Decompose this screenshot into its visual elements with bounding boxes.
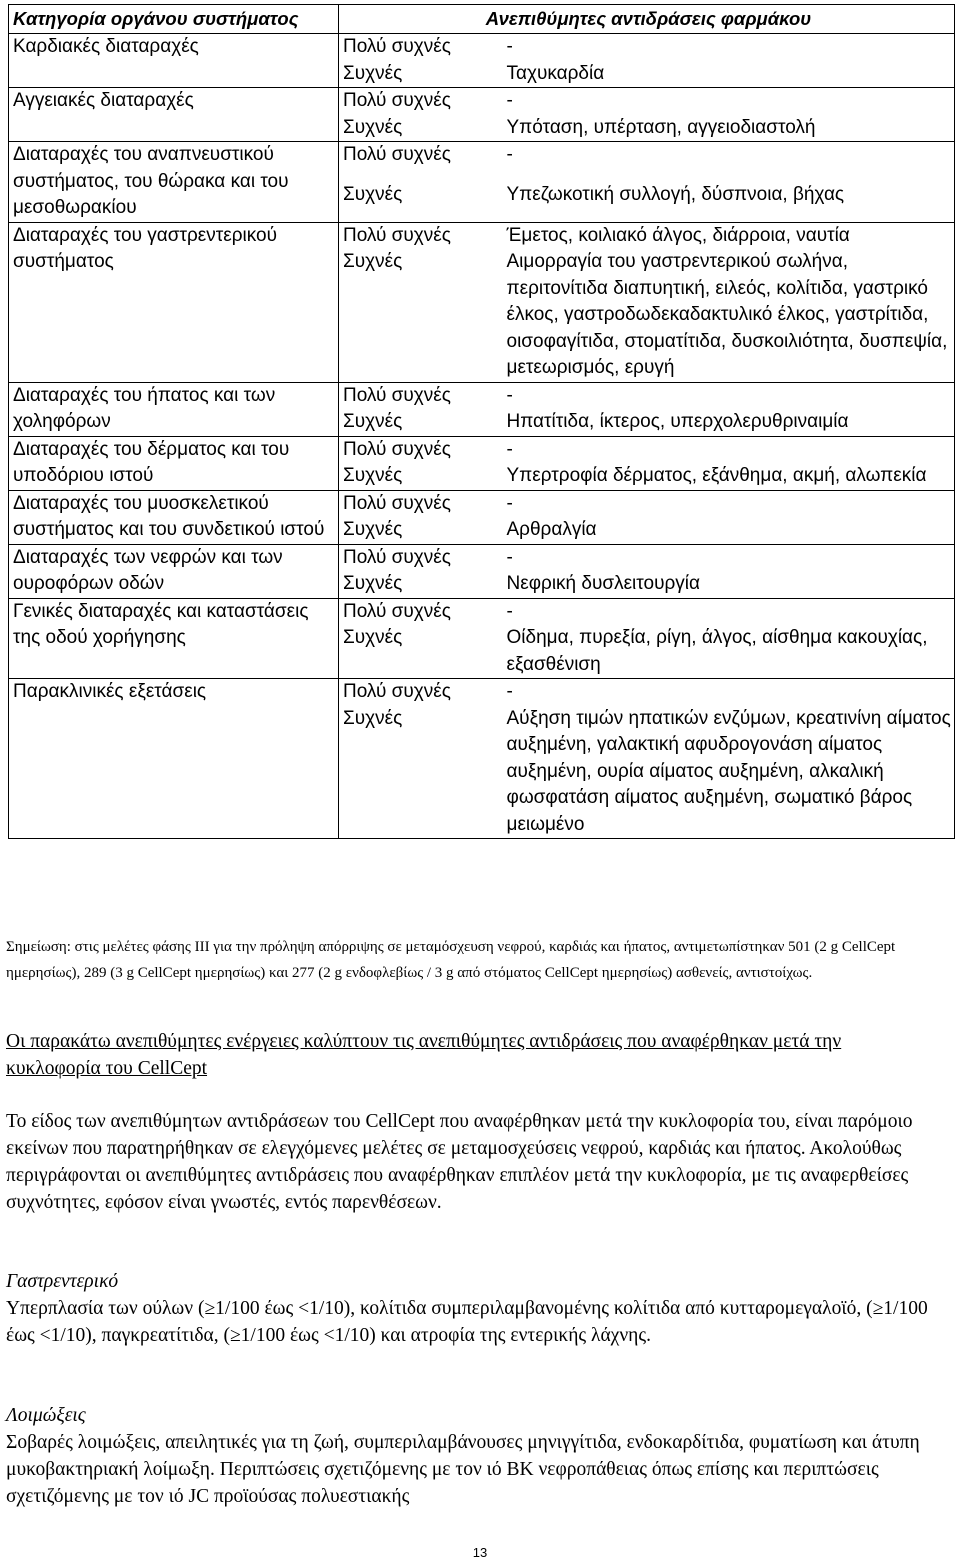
frequency-cell: Πολύ συχνές bbox=[339, 679, 499, 706]
table-row bbox=[9, 598, 955, 625]
reaction-cell: - bbox=[499, 679, 955, 706]
frequency-cell: Συχνές bbox=[339, 706, 499, 839]
adverse-reactions-table bbox=[8, 4, 955, 839]
gastrointestinal-paragraph: Υπερπλασία των ούλων (≥1/100 έως <1/10), κολίτιδα συμπεριλαμβανομένης κολίτιδα από κυτταρομεγαλοϊό, (≥1/100 έως <1/10), παγκρεατίτιδα, (≥1/100 έως <1/10) και ατροφία της εντερικής λάχνης. bbox=[6, 1298, 928, 1346]
table-row bbox=[9, 382, 955, 409]
frequency-cell: Πολύ συχνές bbox=[339, 88, 499, 115]
reaction-cell: - bbox=[499, 382, 955, 409]
post-marketing-intro: Το είδος των ανεπιθύμητων αντιδράσεων του CellCept που αναφέρθηκαν μετά την κυκλοφορία του, είναι παρόμοιο εκείνων που παρατηρήθηκαν σε ελεγχόμενες μελέτες σε μεταμοσχεύσεις νεφρού, καρδιάς και ήπατος. Ακολούθως περιγράφονται οι ανεπιθύμητες αντιδράσεις που αναφέρθηκαν επιπλέον μετά την κυκλοφορία, με τις αναφερθείσες συχνότητες, εφόσον είναι γνωστές, εντός παρενθέσεων. bbox=[6, 1111, 913, 1213]
organ-class-cell: Αγγειακές διαταραχές bbox=[9, 88, 339, 142]
frequency-cell: Συχνές bbox=[339, 115, 499, 142]
reaction-cell: Αύξηση τιμών ηπατικών ενζύμων, κρεατινίνη αίματος αυξημένη, γαλακτική αφυδρογονάση αίματος αυξημένη, ουρία αίματος αυξημένη, αλκαλική φωσφατάση αίματος αυξημένη, σωματικό βάρος μειωμένο bbox=[499, 706, 955, 839]
reaction-cell: Υπόταση, υπέρταση, αγγειοδιαστολή bbox=[499, 115, 955, 142]
organ-class-cell: Παρακλινικές εξετάσεις bbox=[9, 679, 339, 839]
organ-class-cell: Γενικές διαταραχές και καταστάσεις της οδού χορήγησης bbox=[9, 598, 339, 679]
frequency-cell: Συχνές bbox=[339, 571, 499, 598]
reaction-cell: - bbox=[499, 88, 955, 115]
table-row bbox=[9, 142, 955, 182]
table-footnote: Σημείωση: στις μελέτες φάσης ΙΙΙ για την πρόληψη απόρριψης σε μεταμόσχευση νεφρού, καρδιάς και ήπατος, αντιμετωπίστηκαν 501 (2 g CellCept ημερησίως), 289 (3 g CellCept ημερησίως) και 277 (2 g ενδοφλεβίως / 3 g από στόματος CellCept ημερησίως) ασθενείς, αντιστοίχως. bbox=[6, 939, 896, 981]
reaction-cell: - bbox=[499, 436, 955, 463]
header-reactions: Ανεπιθύμητες αντιδράσεις φαρμάκου bbox=[339, 5, 955, 34]
table-row bbox=[9, 222, 955, 249]
reaction-cell: Υπεζωκοτική συλλογή, δύσπνοια, βήχας bbox=[499, 182, 955, 222]
organ-class-cell: Καρδιακές διαταραχές bbox=[9, 34, 339, 88]
reaction-cell: - bbox=[499, 142, 955, 182]
frequency-cell: Πολύ συχνές bbox=[339, 34, 499, 61]
gastrointestinal-subheading: Γαστρεντερικό bbox=[6, 1271, 119, 1292]
frequency-cell: Πολύ συχνές bbox=[339, 436, 499, 463]
reaction-cell: Αρθραλγία bbox=[499, 517, 955, 544]
infections-paragraph: Σοβαρές λοιμώξεις, απειλητικές για τη ζωή, συμπεριλαμβάνουσες μηνιγγίτιδα, ενδοκαρδίτιδα, φυματίωση και άτυπη μυκοβακτηριακή λοίμωξη. Περιπτώσεις σχετιζόμενης με τον ιό BK νεφροπάθειας όπως επίσης και περιπτώσεις σχετιζόμενης με τον ιό JC προϊούσας πολυεστιακής bbox=[6, 1432, 920, 1507]
frequency-cell: Συχνές bbox=[339, 182, 499, 222]
header-organ-class: Κατηγορία οργάνου συστήματος bbox=[9, 5, 339, 34]
table-row bbox=[9, 490, 955, 517]
table-row bbox=[9, 436, 955, 463]
table-header-row bbox=[9, 5, 955, 34]
table-row bbox=[9, 679, 955, 706]
reaction-cell: - bbox=[499, 544, 955, 571]
reaction-cell: Νεφρική δυσλειτουργία bbox=[499, 571, 955, 598]
page-number: 13 bbox=[472, 1545, 488, 1560]
reaction-cell: Υπερτροφία δέρματος, εξάνθημα, ακμή, αλωπεκία bbox=[499, 463, 955, 490]
table-row bbox=[9, 544, 955, 571]
reaction-cell: - bbox=[499, 598, 955, 625]
reaction-cell: Οίδημα, πυρεξία, ρίγη, άλγος, αίσθημα κακουχίας, εξασθένιση bbox=[499, 625, 955, 679]
frequency-cell: Συχνές bbox=[339, 517, 499, 544]
frequency-cell: Συχνές bbox=[339, 249, 499, 382]
organ-class-cell: Διαταραχές του δέρματος και του υποδόριου ιστού bbox=[9, 436, 339, 490]
reaction-cell: Ταχυκαρδία bbox=[499, 61, 955, 88]
table-row bbox=[9, 34, 955, 61]
frequency-cell: Συχνές bbox=[339, 61, 499, 88]
organ-class-cell: Διαταραχές του μυοσκελετικού συστήματος και του συνδετικού ιστού bbox=[9, 490, 339, 544]
reaction-cell: Ηπατίτιδα, ίκτερος, υπερχολερυθριναιμία bbox=[499, 409, 955, 436]
table-row bbox=[9, 88, 955, 115]
frequency-cell: Πολύ συχνές bbox=[339, 382, 499, 409]
frequency-cell: Πολύ συχνές bbox=[339, 222, 499, 249]
post-marketing-heading: Οι παρακάτω ανεπιθύμητες ενέργειες καλύπτουν τις ανεπιθύμητες αντιδράσεις που αναφέρθηκαν μετά την κυκλοφορία του CellCept bbox=[6, 1031, 842, 1079]
frequency-cell: Πολύ συχνές bbox=[339, 598, 499, 625]
organ-class-cell: Διαταραχές του αναπνευστικού συστήματος, του θώρακα και του μεσοθωρακίου bbox=[9, 142, 339, 223]
frequency-cell: Συχνές bbox=[339, 463, 499, 490]
frequency-cell: Πολύ συχνές bbox=[339, 544, 499, 571]
frequency-cell: Πολύ συχνές bbox=[339, 490, 499, 517]
reaction-cell: Αιμορραγία του γαστρεντερικού σωλήνα, περιτονίτιδα διαπυητική, ειλεός, κολίτιδα, γαστρικό έλκος, γαστροδωδεκαδακτυλικό έλκος, γαστρίτιδα, οισοφαγίτιδα, στοματίτιδα, δυσκοιλιότητα, δυσπεψία, μετεωρισμός, ερυγή bbox=[499, 249, 955, 382]
organ-class-cell: Διαταραχές του γαστρεντερικού συστήματος bbox=[9, 222, 339, 382]
frequency-cell: Πολύ συχνές bbox=[339, 142, 499, 182]
organ-class-cell: Διαταραχές του ήπατος και των χοληφόρων bbox=[9, 382, 339, 436]
infections-subheading: Λοιμώξεις bbox=[6, 1405, 86, 1426]
reaction-cell: - bbox=[499, 34, 955, 61]
reaction-cell: Έμετος, κοιλιακό άλγος, διάρροια, ναυτία bbox=[499, 222, 955, 249]
organ-class-cell: Διαταραχές των νεφρών και των ουροφόρων οδών bbox=[9, 544, 339, 598]
frequency-cell: Συχνές bbox=[339, 409, 499, 436]
reaction-cell: - bbox=[499, 490, 955, 517]
frequency-cell: Συχνές bbox=[339, 625, 499, 679]
